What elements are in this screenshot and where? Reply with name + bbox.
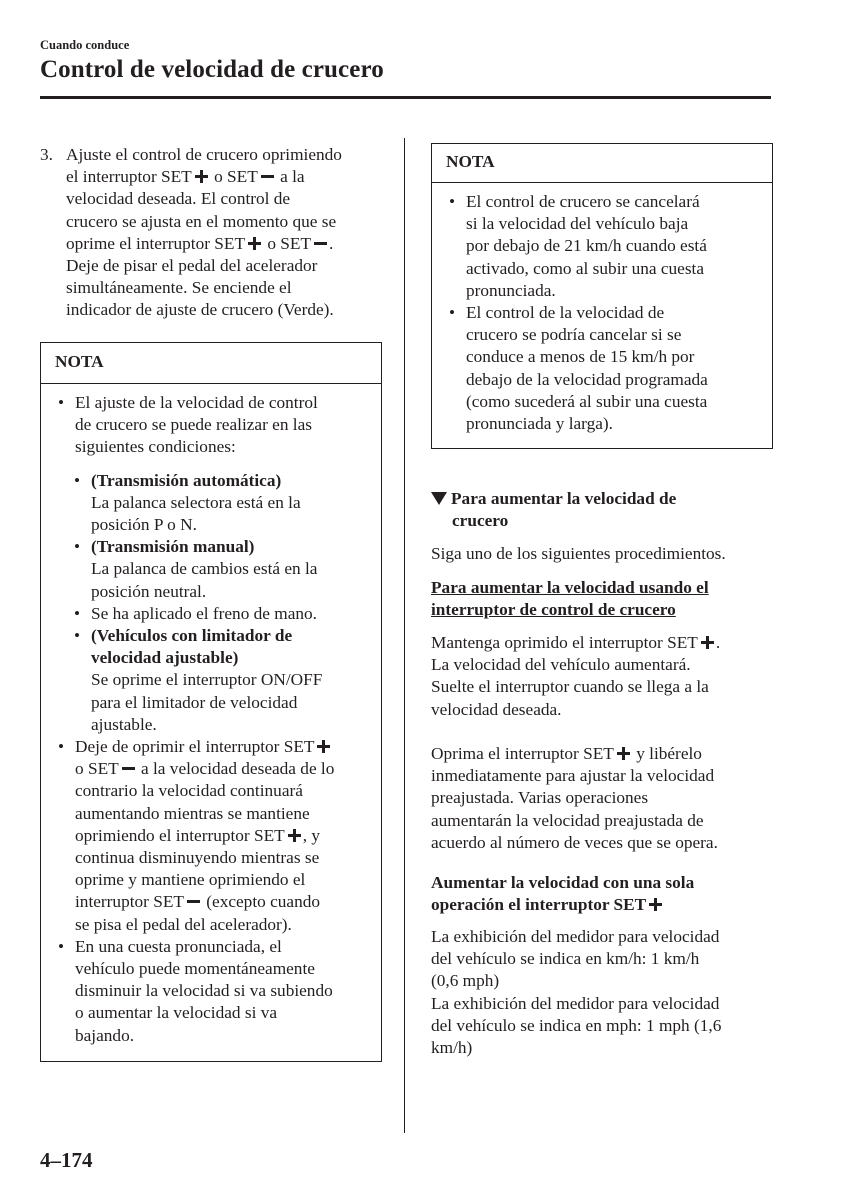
para-line: km/h) bbox=[431, 1038, 473, 1058]
item-line: debajo de la velocidad programada bbox=[466, 369, 708, 389]
para-line: (0,6 mph) bbox=[431, 971, 500, 991]
item-line: ajustable. bbox=[91, 714, 157, 734]
item-line: se pisa el pedal del acelerador). bbox=[75, 914, 292, 934]
sub-list-item bbox=[74, 470, 334, 537]
step-3 bbox=[40, 144, 342, 322]
item-line: disminuir la velocidad si va subiendo bbox=[75, 981, 333, 1001]
item-line: conduce a menos de 15 km/h por bbox=[466, 347, 695, 367]
bullet: • bbox=[449, 192, 456, 211]
step-line: el interruptor SET o SET a la bbox=[66, 167, 305, 187]
step-line: velocidad deseada. El control de bbox=[66, 189, 291, 209]
nota-left-list bbox=[58, 392, 334, 1047]
item-line: Deje de oprimir el interruptor SET bbox=[75, 736, 334, 758]
subheading-line: Para aumentar la velocidad de bbox=[431, 488, 676, 510]
nota-header bbox=[432, 144, 772, 183]
sub-list-item bbox=[74, 536, 334, 603]
plus-icon bbox=[248, 237, 261, 250]
item-line: bajando. bbox=[75, 1025, 135, 1045]
item-line: de crucero se puede realizar en las bbox=[75, 415, 312, 435]
item-line: continua disminuyendo mientras se bbox=[75, 848, 320, 868]
page-title: Control de velocidad de crucero bbox=[40, 56, 384, 83]
heading-line: operación el interruptor SET bbox=[431, 894, 694, 916]
single-operation-heading bbox=[431, 872, 694, 916]
item-line: Se ha aplicado el freno de mano. bbox=[91, 603, 318, 623]
item-line: Se oprime el interruptor ON/OFF bbox=[91, 670, 323, 690]
bullet: • bbox=[74, 537, 81, 557]
item-heading: (Transmisión automática) bbox=[91, 470, 282, 490]
plus-icon bbox=[617, 747, 630, 760]
list-item bbox=[58, 392, 334, 459]
para-line: aumentarán la velocidad preajustada de bbox=[431, 810, 704, 830]
step-line: Deje de pisar el pedal del acelerador bbox=[66, 256, 318, 276]
item-line: o SET a la velocidad deseada de lo bbox=[75, 759, 335, 779]
bullet: • bbox=[74, 470, 81, 490]
para-line: La velocidad del vehículo aumentará. bbox=[431, 655, 691, 675]
sub-list-item bbox=[74, 603, 334, 625]
subheading-line: crucero bbox=[452, 511, 509, 531]
para-line: Siga uno de los siguientes procedimientos. bbox=[431, 544, 726, 563]
item-line: pronunciada y larga). bbox=[466, 414, 613, 434]
triangle-down-icon bbox=[431, 492, 447, 505]
para-line: acuerdo al número de veces que se opera. bbox=[431, 832, 718, 852]
item-line: contrario la velocidad continuará bbox=[75, 781, 303, 801]
item-heading: velocidad ajustable) bbox=[91, 648, 239, 668]
item-line: por debajo de 21 km/h cuando está bbox=[466, 236, 707, 256]
item-line: interruptor SET (excepto cuando bbox=[75, 892, 320, 912]
method-heading bbox=[431, 577, 709, 621]
item-heading: (Vehículos con limitador de bbox=[91, 626, 293, 646]
step-line: crucero se ajusta en el momento que se bbox=[66, 211, 337, 231]
list-item bbox=[449, 302, 708, 435]
section-label: Cuando conduce bbox=[40, 38, 130, 52]
nota-right-list bbox=[449, 191, 708, 435]
bullet: • bbox=[58, 936, 65, 956]
item-line: La palanca selectora está en la bbox=[91, 492, 301, 512]
plus-icon bbox=[701, 636, 714, 649]
bullet: • bbox=[74, 626, 81, 646]
paragraph-hold-set bbox=[431, 632, 720, 721]
para-line: La exhibición del medidor para velocidad bbox=[431, 993, 720, 1013]
bullet: • bbox=[58, 393, 65, 412]
plus-icon bbox=[288, 829, 301, 842]
step-number: 3. bbox=[40, 145, 53, 164]
heading-line: Para aumentar la velocidad usando el bbox=[431, 578, 709, 597]
para-line: del vehículo se indica en mph: 1 mph (1,6 bbox=[431, 1015, 722, 1035]
item-line: posición neutral. bbox=[91, 581, 207, 601]
step-line: indicador de ajuste de crucero (Verde). bbox=[66, 300, 334, 320]
item-line: El ajuste de la velocidad de control bbox=[75, 393, 318, 412]
item-line: siguientes condiciones: bbox=[75, 437, 236, 457]
heading-line: Aumentar la velocidad con una sola bbox=[431, 873, 695, 892]
minus-icon bbox=[314, 237, 327, 250]
nota-title: NOTA bbox=[446, 152, 495, 171]
step-line: oprime el interruptor SET o SET . bbox=[66, 233, 334, 253]
paragraph-tap-set bbox=[431, 743, 718, 854]
item-line: El control de la velocidad de bbox=[466, 303, 665, 323]
item-line: crucero se podría cancelar si se bbox=[466, 325, 682, 345]
para-line: Mantenga oprimido el interruptor SET . bbox=[431, 633, 721, 652]
nota-title: NOTA bbox=[55, 352, 104, 371]
title-rule bbox=[40, 96, 771, 99]
para-line: inmediatamente para ajustar la velocidad bbox=[431, 766, 715, 786]
plus-icon bbox=[649, 898, 662, 911]
item-line: El control de crucero se cancelará bbox=[466, 192, 700, 211]
para-line: Suelte el interruptor cuando se llega a la bbox=[431, 677, 709, 697]
item-line: oprimiendo el interruptor SET , y bbox=[75, 825, 321, 845]
item-line: si la velocidad del vehículo baja bbox=[466, 214, 689, 234]
item-line: La palanca de cambios está en la bbox=[91, 559, 318, 579]
bullet: • bbox=[74, 603, 81, 623]
para-line: velocidad deseada. bbox=[431, 699, 562, 719]
intro-paragraph bbox=[431, 543, 726, 565]
item-line: vehículo puede momentáneamente bbox=[75, 959, 315, 979]
step-line: simultáneamente. Se enciende el bbox=[66, 278, 292, 298]
item-line: para el limitador de velocidad bbox=[91, 692, 298, 712]
bullet: • bbox=[449, 303, 456, 323]
item-line: o aumentar la velocidad si va bbox=[75, 1003, 278, 1023]
plus-icon bbox=[195, 170, 208, 183]
item-line: aumentando mientras se mantiene bbox=[75, 803, 310, 823]
item-line: (como sucederá al subir una cuesta bbox=[466, 391, 708, 411]
minus-icon bbox=[261, 170, 274, 183]
step-line: Ajuste el control de crucero oprimiendo bbox=[66, 145, 342, 164]
item-line: posición P o N. bbox=[91, 515, 197, 535]
list-item bbox=[58, 936, 334, 1047]
list-item bbox=[58, 736, 334, 936]
bullet: • bbox=[58, 737, 65, 757]
column-divider bbox=[404, 138, 405, 1133]
heading-line: interruptor de control de crucero bbox=[431, 600, 676, 620]
para-line: del vehículo se indica en km/h: 1 km/h bbox=[431, 949, 700, 969]
sub-list-item bbox=[74, 625, 334, 736]
minus-icon bbox=[187, 895, 200, 908]
section-subheading bbox=[431, 488, 676, 532]
item-line: oprime y mantiene oprimiendo el bbox=[75, 870, 306, 890]
para-line: Oprima el interruptor SET y libérelo bbox=[431, 744, 702, 763]
para-line: preajustada. Varias operaciones bbox=[431, 788, 649, 808]
item-line: pronunciada. bbox=[466, 280, 556, 300]
item-heading: (Transmisión manual) bbox=[91, 537, 255, 557]
paragraph-increment bbox=[431, 926, 721, 1059]
plus-icon bbox=[317, 740, 330, 753]
item-line: En una cuesta pronunciada, el bbox=[75, 936, 282, 956]
item-line: activado, como al subir una cuesta bbox=[466, 258, 705, 278]
page-number: 4–174 bbox=[40, 1148, 93, 1172]
list-item bbox=[449, 191, 708, 302]
nota-header bbox=[41, 343, 381, 384]
minus-icon bbox=[122, 762, 135, 775]
para-line: La exhibición del medidor para velocidad bbox=[431, 927, 720, 946]
